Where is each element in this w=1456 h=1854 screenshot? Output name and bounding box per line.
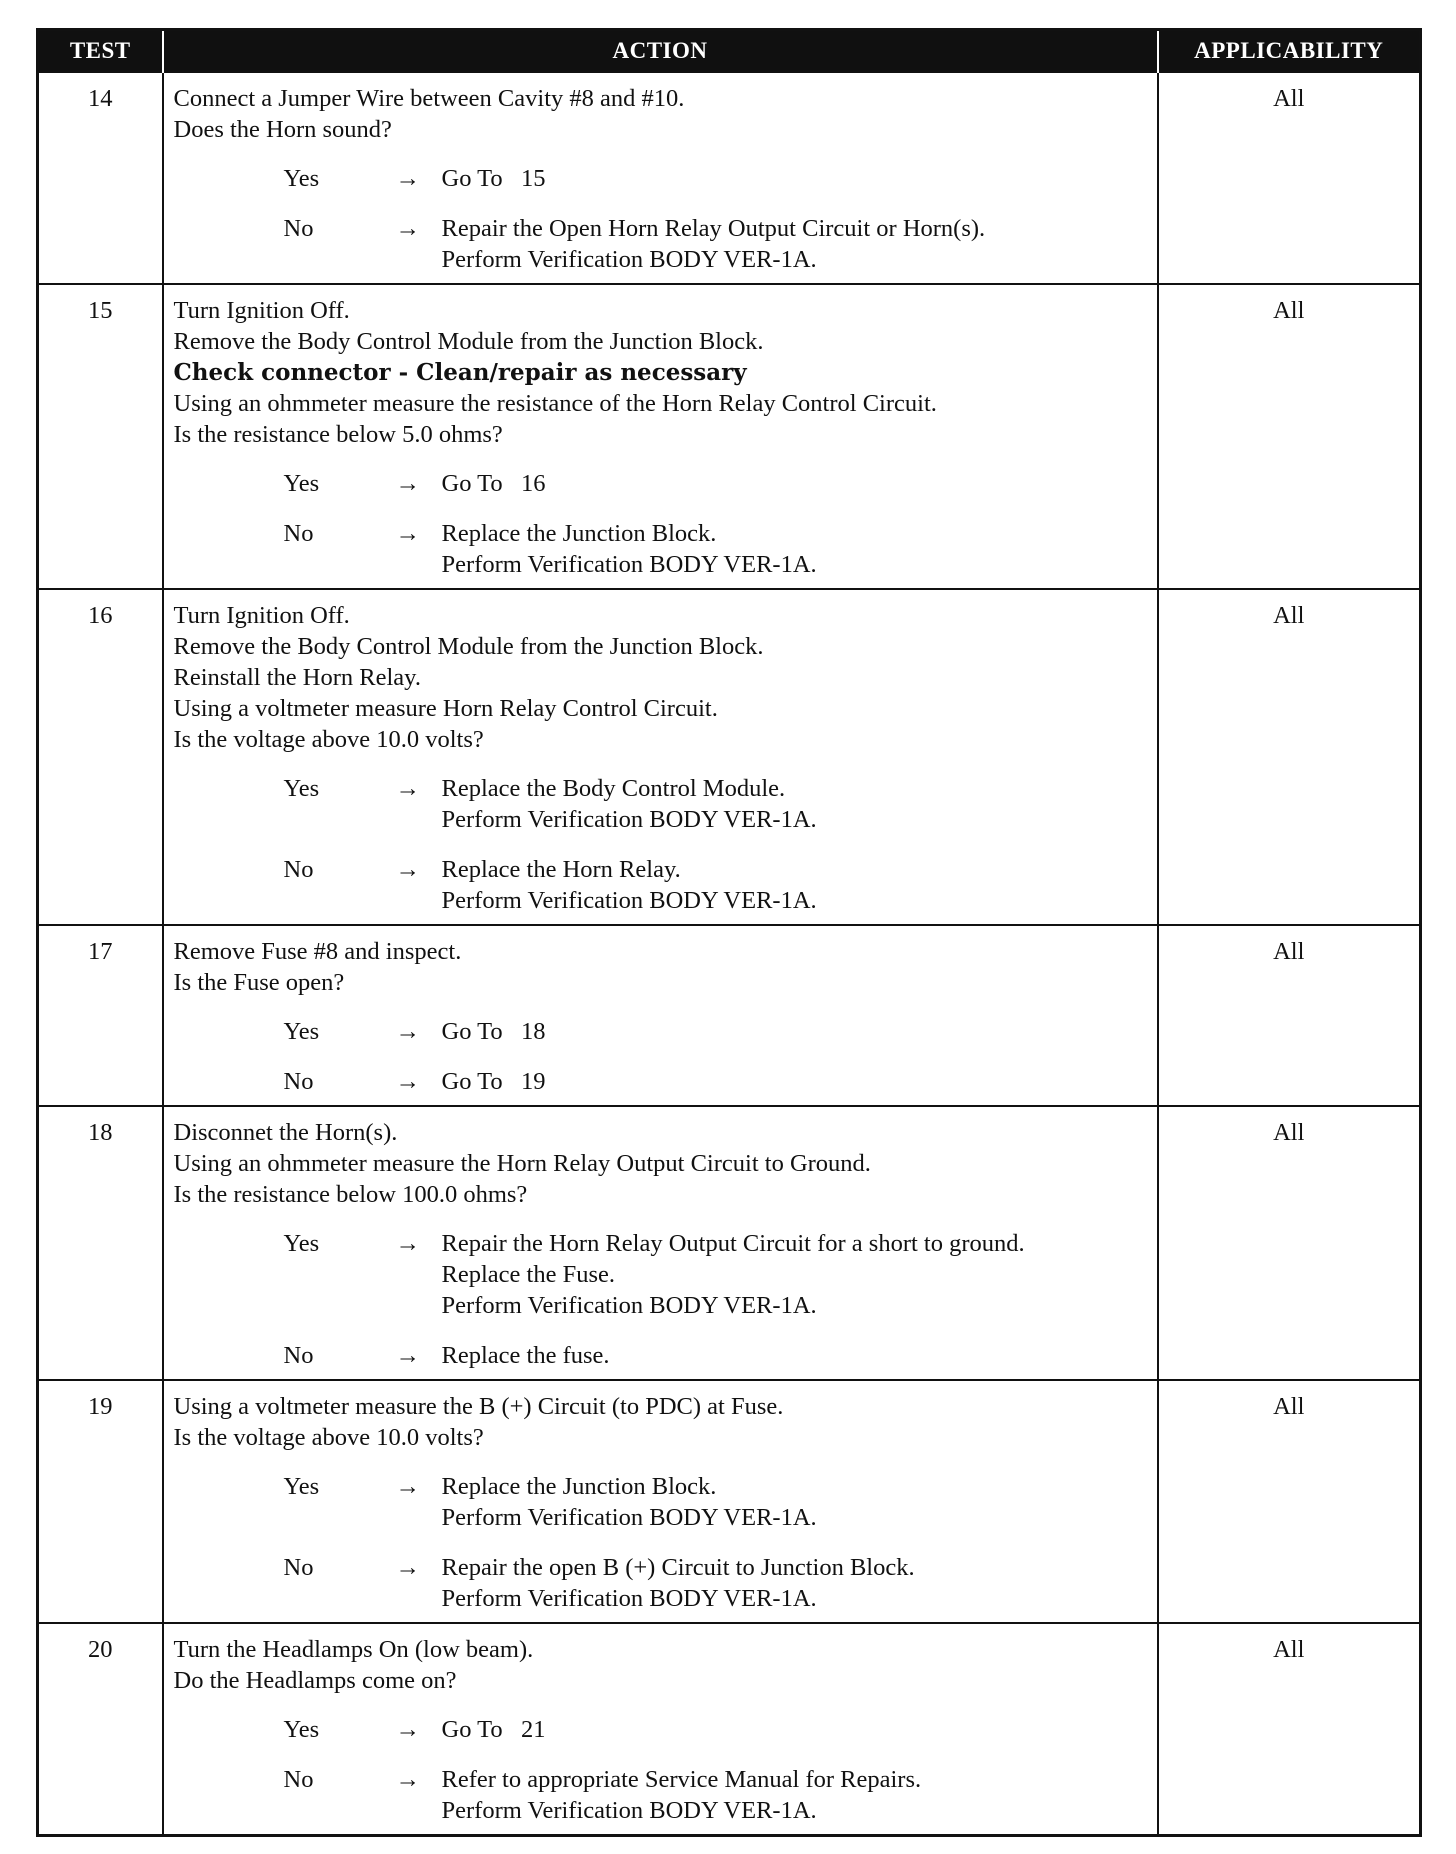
table-row [38,284,1421,589]
result-line: Perform Verification BODY VER-1A. [441,1292,817,1319]
arrow-right-icon: → [395,1342,420,1369]
answer-no [284,1340,1147,1371]
action-step: Using an ohmmeter measure the Horn Relay Output Circuit to Ground. [173,1150,871,1177]
arrow-right-icon: → [395,1230,420,1257]
action-cell [163,1106,1158,1380]
action-step: Is the voltage above 10.0 volts? [173,1424,484,1451]
arrow-right-icon: → [395,215,420,242]
answer-label: Yes [283,470,320,497]
action-step: Remove Fuse #8 and inspect. [173,938,462,965]
answer-no [284,213,1147,275]
arrow-right-icon: → [395,1554,420,1581]
header-test: TEST [38,30,163,73]
answer-no [284,518,1147,580]
test-number: 16 [38,589,163,925]
test-number: 14 [38,72,163,284]
test-number: 20 [38,1623,163,1836]
answer-label: No [283,856,314,883]
arrow-right-icon: → [395,520,420,547]
applicability-value: All [1158,72,1421,284]
table-row [38,72,1421,284]
answer-label: No [283,1068,314,1095]
applicability-value: All [1158,1380,1421,1623]
applicability-value: All [1158,1106,1421,1380]
result-line: Perform Verification BODY VER-1A. [441,887,817,914]
answer-list [174,1714,1147,1826]
result-line: Perform Verification BODY VER-1A. [441,806,817,833]
answer-result [442,1066,1147,1097]
answer-no [284,1066,1147,1097]
action-step: Turn the Headlamps On (low beam). [173,1636,534,1663]
action-cell [163,1623,1158,1836]
table-row [38,925,1421,1106]
result-line: Go To 16 [441,470,546,497]
action-step: Connect a Jumper Wire between Cavity #8 and #10. [173,85,685,112]
answer-label: No [283,520,314,547]
action-step: Do the Headlamps come on? [173,1667,457,1694]
arrow-right-icon: → [395,1766,420,1793]
arrow-right-icon: → [395,470,420,497]
action-step: Disconnet the Horn(s). [173,1119,398,1146]
action-step: Is the voltage above 10.0 volts? [173,726,484,753]
action-step: Reinstall the Horn Relay. [173,664,421,691]
answer-result [442,1471,1147,1533]
answer-list [174,1471,1147,1614]
table-row [38,1380,1421,1623]
test-number: 15 [38,284,163,589]
answer-label: Yes [283,1716,320,1743]
table-row [38,1623,1421,1836]
answer-result [442,1714,1147,1745]
answer-yes [284,1714,1147,1745]
action-step: Using an ohmmeter measure the resistance of the Horn Relay Control Circuit. [173,390,937,417]
result-line: Repair the Horn Relay Output Circuit for a short to ground. [441,1230,1025,1257]
table-row [38,1106,1421,1380]
result-line: Repair the open B (+) Circuit to Junction Block. [441,1554,915,1581]
answer-result [442,1552,1147,1614]
table-row [38,589,1421,925]
test-number: 19 [38,1380,163,1623]
action-step: Is the Fuse open? [173,969,345,996]
answer-no [284,1764,1147,1826]
answer-no [284,1552,1147,1614]
table-body [38,72,1421,1836]
answer-label: No [283,1342,314,1369]
answer-result [442,773,1147,835]
arrow-right-icon: → [395,1473,420,1500]
answer-no [284,854,1147,916]
action-step: Does the Horn sound? [173,116,392,143]
arrow-right-icon: → [395,856,420,883]
answer-list [174,1228,1147,1371]
action-step: Check connector - Clean/repair as necessary [173,359,747,386]
answer-result [442,163,1147,194]
answer-label: No [283,1554,314,1581]
result-line: Perform Verification BODY VER-1A. [441,1797,817,1824]
applicability-value: All [1158,589,1421,925]
answer-yes [284,1228,1147,1321]
action-step: Remove the Body Control Module from the Junction Block. [173,328,764,355]
answer-label: No [283,1766,314,1793]
action-cell [163,284,1158,589]
result-line: Replace the Junction Block. [441,520,717,547]
action-step: Using a voltmeter measure Horn Relay Control Circuit. [173,695,718,722]
answer-result [442,854,1147,916]
result-line: Replace the Fuse. [441,1261,615,1288]
answer-label: Yes [283,775,320,802]
action-step: Turn Ignition Off. [173,297,350,324]
answer-yes [284,1471,1147,1533]
answer-result [442,213,1147,275]
result-line: Go To 21 [441,1716,546,1743]
diagnostic-test-table [36,28,1422,1837]
arrow-right-icon: → [395,775,420,802]
answer-result [442,1340,1147,1371]
result-line: Replace the Junction Block. [441,1473,717,1500]
action-step: Remove the Body Control Module from the Junction Block. [173,633,764,660]
action-step: Is the resistance below 5.0 ohms? [173,421,503,448]
result-line: Perform Verification BODY VER-1A. [441,246,817,273]
answer-result [442,518,1147,580]
arrow-right-icon: → [395,1716,420,1743]
result-line: Perform Verification BODY VER-1A. [441,1585,817,1612]
answer-label: No [283,215,314,242]
arrow-right-icon: → [395,1018,420,1045]
answer-yes [284,163,1147,194]
applicability-value: All [1158,284,1421,589]
answer-label: Yes [283,1230,320,1257]
result-line: Go To 19 [441,1068,546,1095]
action-step: Using a voltmeter measure the B (+) Circuit (to PDC) at Fuse. [173,1393,784,1420]
header-action: ACTION [163,30,1158,73]
result-line: Go To 18 [441,1018,546,1045]
answer-label: Yes [283,1473,320,1500]
result-line: Refer to appropriate Service Manual for Repairs. [441,1766,922,1793]
answer-label: Yes [283,1018,320,1045]
answer-yes [284,773,1147,835]
action-cell [163,589,1158,925]
result-line: Replace the Body Control Module. [441,775,786,802]
arrow-right-icon: → [395,165,420,192]
answer-result [442,468,1147,499]
answer-result [442,1016,1147,1047]
action-cell [163,1380,1158,1623]
header-applicability: APPLICABILITY [1158,30,1421,73]
result-line: Repair the Open Horn Relay Output Circuit or Horn(s). [441,215,986,242]
result-line: Perform Verification BODY VER-1A. [441,1504,817,1531]
action-step: Is the resistance below 100.0 ohms? [173,1181,528,1208]
table-header [38,30,1421,73]
applicability-value: All [1158,925,1421,1106]
arrow-right-icon: → [395,1068,420,1095]
result-line: Replace the fuse. [441,1342,610,1369]
answer-result [442,1228,1147,1321]
diagnostic-table-page [36,28,1419,1837]
answer-list [174,163,1147,275]
action-step: Turn Ignition Off. [173,602,350,629]
test-number: 18 [38,1106,163,1380]
applicability-value: All [1158,1623,1421,1836]
answer-list [174,468,1147,580]
action-cell [163,925,1158,1106]
answer-list [174,1016,1147,1097]
answer-label: Yes [283,165,320,192]
result-line: Replace the Horn Relay. [441,856,681,883]
action-cell [163,72,1158,284]
answer-list [174,773,1147,916]
answer-yes [284,468,1147,499]
answer-yes [284,1016,1147,1047]
answer-result [442,1764,1147,1826]
test-number: 17 [38,925,163,1106]
result-line: Perform Verification BODY VER-1A. [441,551,817,578]
result-line: Go To 15 [441,165,546,192]
